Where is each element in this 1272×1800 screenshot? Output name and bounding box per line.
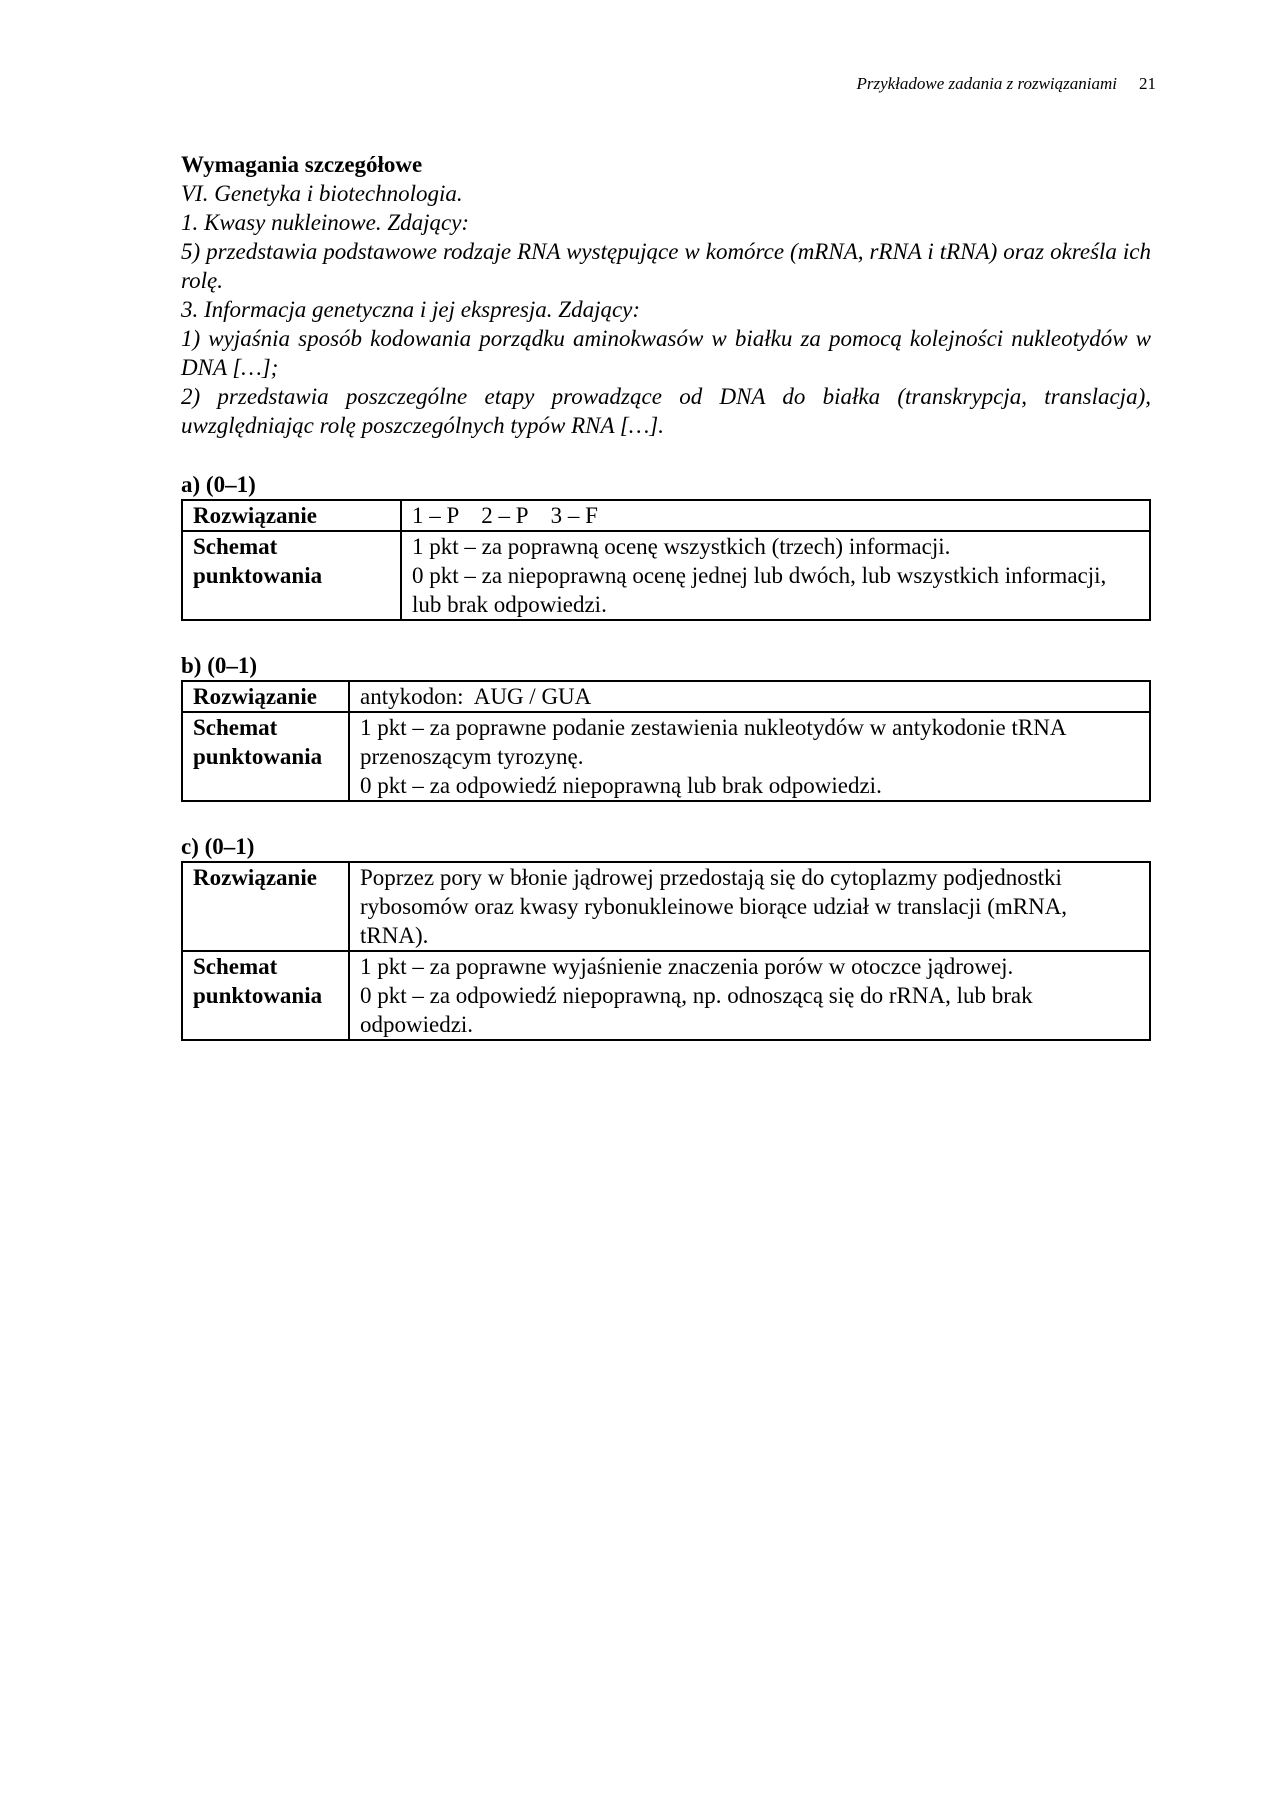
scoring-line: 0 pkt – za odpowiedź niepoprawną, np. odnoszącą się do rRNA, lub brak odpowiedzi. [360,983,1033,1037]
solution-part: 1 – P [412,503,460,528]
scoring-header [182,951,349,1040]
task-c-table [181,861,1151,1041]
scoring-header-line: punktowania [193,983,323,1008]
solution-row [182,500,1150,531]
requirement-line: VI. Genetyka i biotechnologia. [181,181,463,206]
scoring-header-line: punktowania [193,563,323,588]
scoring-cell [349,712,1150,801]
task-a-table [181,499,1151,621]
task-label: b) (0–1) [181,653,258,678]
solution-row [182,681,1150,712]
scoring-cell [401,531,1150,620]
requirement-line: 3. Informacja genetyczna i jej ekspresja. Zdający: [181,297,641,322]
requirement-line: 1. Kwasy nukleinowe. Zdający: [181,210,470,235]
scoring-header-line: Schemat [193,534,278,559]
requirement-line: 2) przedstawia poszczególne etapy prowadzące od DNA do białka (transkrypcja, translacja), uwzględniając rolę poszczególnych typów RNA […]. [181,384,1151,438]
requirement-line: 5) przedstawia podstawowe rodzaje RNA występujące w komórce (mRNA, rRNA i tRNA) oraz określa ich rolę. [181,239,1151,293]
task-label: a) (0–1) [181,472,256,497]
solution-cell: antykodon: AUG / GUA [349,681,1150,712]
solution-header: Rozwiązanie [182,862,349,951]
scoring-cell [349,951,1150,1040]
requirements-section [181,150,1151,440]
solution-row [182,862,1150,951]
solution-header: Rozwiązanie [182,681,349,712]
solution-header: Rozwiązanie [182,500,401,531]
solution-cell: Poprzez pory w błonie jądrowej przedostają się do cytoplazmy podjednostki rybosomów oraz kwasy rybonukleinowe biorące udział w translacji (mRNA, tRNA). [349,862,1150,951]
scoring-line: 1 pkt – za poprawne wyjaśnienie znaczenia porów w otoczce jądrowej. [360,954,1014,979]
solution-part: 2 – P [481,503,529,528]
scoring-row [182,531,1150,620]
scoring-header-line: punktowania [193,744,323,769]
scoring-header [182,531,401,620]
task-b-section [181,652,1151,802]
scoring-line: 1 pkt – za poprawne podanie zestawienia nukleotydów w antykodonie tRNA przenoszącym tyrozynę. [360,715,1066,769]
scoring-header-line: Schemat [193,954,278,979]
scoring-line: 0 pkt – za odpowiedź niepoprawną lub brak odpowiedzi. [360,773,882,798]
page-number: 21 [1139,74,1156,93]
scoring-row [182,951,1150,1040]
running-title: Przykładowe zadania z rozwiązaniami [856,74,1117,93]
task-a-section [181,471,1151,621]
scoring-header [182,712,349,801]
solution-cell [401,500,1150,531]
scoring-header-line: Schemat [193,715,278,740]
requirements-title: Wymagania szczegółowe [181,152,423,177]
requirement-line: 1) wyjaśnia sposób kodowania porządku aminokwasów w białku za pomocą kolejności nukleotydów w DNA […]; [181,326,1151,380]
scoring-line: 0 pkt – za niepoprawną ocenę jednej lub dwóch, lub wszystkich informacji, lub brak odpowiedzi. [412,563,1107,617]
scoring-line: 1 pkt – za poprawną ocenę wszystkich (trzech) informacji. [412,534,951,559]
task-b-table [181,680,1151,802]
scoring-row [182,712,1150,801]
task-c-section [181,833,1151,1041]
solution-part: 3 – F [550,503,598,528]
task-label: c) (0–1) [181,834,255,859]
page-header [856,74,1156,94]
page-content [181,150,1151,1041]
